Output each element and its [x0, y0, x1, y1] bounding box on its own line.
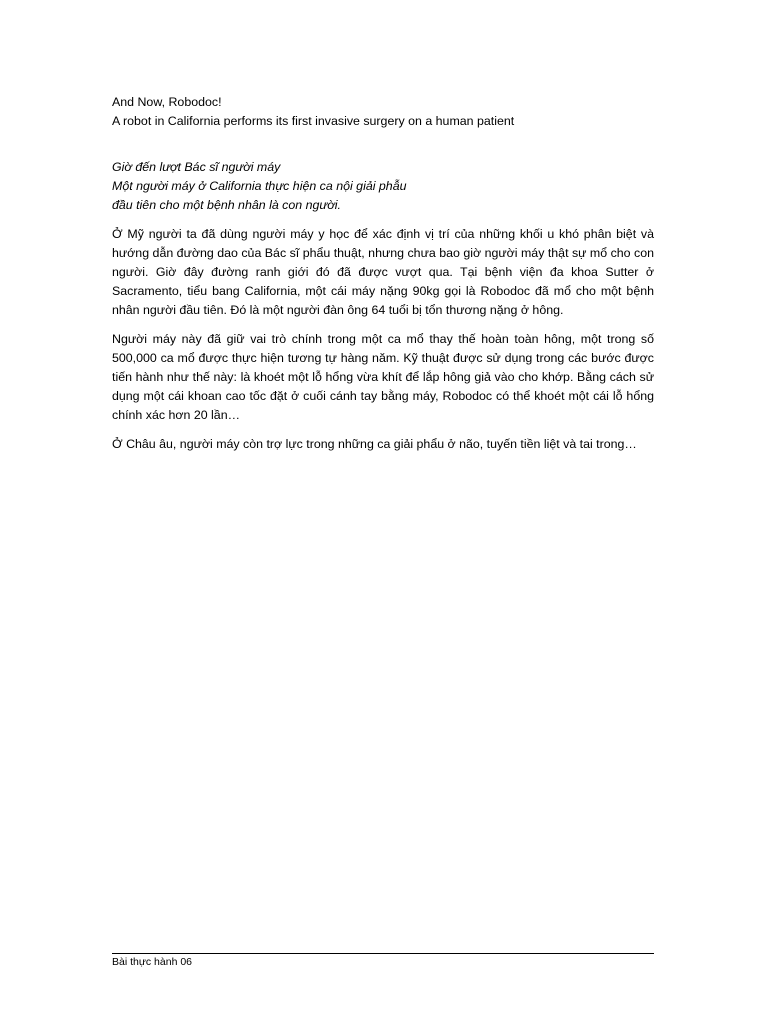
title-vietnamese: Giờ đến lượt Bác sĩ người máy: [112, 160, 281, 174]
title-english: And Now, Robodoc!: [112, 95, 222, 109]
footer-text: Bài thực hành 06: [112, 956, 193, 968]
vietnamese-heading-block: [112, 158, 654, 215]
subtitle-vietnamese-line-1: Một người máy ở California thực hiện ca nội giải phẫu: [112, 179, 407, 193]
subtitle-english: A robot in California performs its first invasive surgery on a human patient: [112, 114, 515, 128]
page-footer: [112, 953, 654, 969]
subtitle-vietnamese-line-2: đầu tiên cho một bệnh nhân là con người.: [112, 198, 341, 212]
paragraph-1: Ở Mỹ người ta đã dùng người máy y học để xác định vị trí của những khối u khó phân biệt và hướng dẫn đường dao của Bác sĩ phẩu thuật, nhưng chưa bao giờ người máy thật sự mổ cho con người. Giờ đây đường ranh giới đó đã được vượt qua. Tại bệnh viện đa khoa Sutter ở Sacramento, tiểu bang California, một cái máy nặng 90kg gọi là Robodoc đã mổ cho một bệnh nhân người đầu tiên. Đó là một người đàn ông 64 tuổi bị tổn thương nặng ở hông.: [112, 227, 654, 317]
paragraph-2: Người máy này đã giữ vai trò chính trong một ca mổ thay thế hoàn toàn hông, một trong số 500,000 ca mổ được thực hiện tương tự hàng năm. Kỹ thuật được sử dụng trong các bước được tiến hành như thế này: là khoét một lỗ hổng vừa khít để lắp hông giả vào cho khớp. Bằng cách sử dụng một cái khoan cao tốc đặt ở cuối cánh tay bằng máy, Robodoc có thể khoét một cái lỗ hổng chính xác hơn 20 lần…: [112, 332, 654, 422]
paragraph-3: Ở Châu âu, người máy còn trợ lực trong những ca giải phẩu ở não, tuyến tiền liệt và tai trong…: [112, 437, 637, 451]
document-body: [112, 93, 654, 454]
